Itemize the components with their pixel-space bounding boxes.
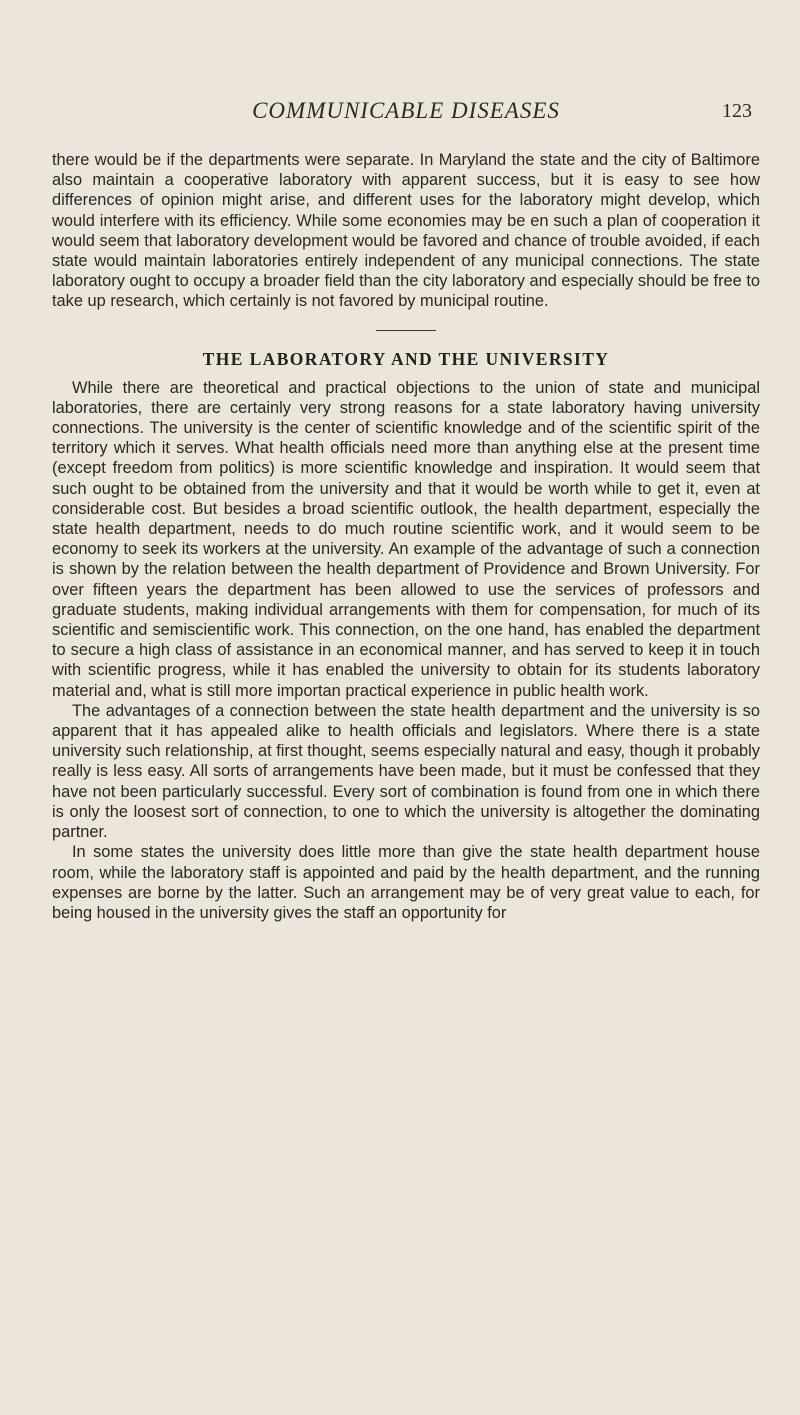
page-number: 123	[722, 100, 752, 122]
paragraph-university-connections: While there are theoretical and practical objections to the union of state and municipal laboratories, there are certainly very strong reasons for a state laboratory having university connections. The university is the center of scientific knowledge and of the scientific spirit of the territory which it serves. What health officials need more than anything else at the present time (except freedom from politics) is more scientific knowledge and inspiration. It would seem that such ought to be obtained from the university and that it would be worth while to get it, even at considerable cost. But besides a broad scientific outlook, the health department, especially the state health department, needs to do much routine scientific work, and it would seem to be economy to seek its workers at the university. An example of the advantage of such a connection is shown by the relation between the health department of Providence and Brown University. For over fifteen years the department has been allowed to use the services of professors and graduate students, making individual arrangements with them for compensation, for much of its scientific and semiscientific work. This connection, on the one hand, has enabled the department to secure a high class of assistance in an economical manner, and has served to keep it in touch with scientific progress, while it has enabled the university to obtain for its students laboratory material and, what is still more importan practical experience in public health work.	[52, 378, 760, 700]
paragraph-advantages: The advantages of a connection between the state health department and the university is so apparent that it has appealed alike to health officials and legislators. Where there is a state university such relationship, at first thought, seems especially natural and easy, though it probably really is less easy. All sorts of arrangements have been made, but it must be confessed that they have not been particularly successful. Every sort of combination is found from one in which there is only the loosest sort of connection, to one to which the university is altogether the dominating partner.	[52, 701, 760, 842]
paragraph-house-room: In some states the university does little more than give the state health department house room, while the laboratory staff is appointed and paid by the health department, and the running expenses are borne by the latter. Such an arrangement may be of very great value to each, for being housed in the university gives the staff an opportunity for	[52, 843, 760, 922]
section-heading: THE LABORATORY AND THE UNIVERSITY	[202, 348, 610, 369]
running-head	[52, 92, 760, 132]
section-divider	[376, 330, 436, 331]
book-page	[0, 92, 800, 1415]
running-title: COMMUNICABLE DISEASES	[252, 98, 560, 123]
paragraph-continuation: there would be if the departments were separate. In Maryland the state and the city of Baltimore also maintain a cooperative laboratory with apparent success, but it is easy to see how differences of opinion might arise, and different uses for the laboratory might develop, which would interfere with its efficiency. While some economies may be en such a plan of cooperation it would seem that laboratory development would be favored and chance of trouble avoided, if each state would maintain laboratories entirely independent of any municipal connections. The state laboratory ought to occupy a broader field than the city laboratory and especially should be free to take up research, which certainly is not favored by municipal routine.	[52, 151, 760, 311]
